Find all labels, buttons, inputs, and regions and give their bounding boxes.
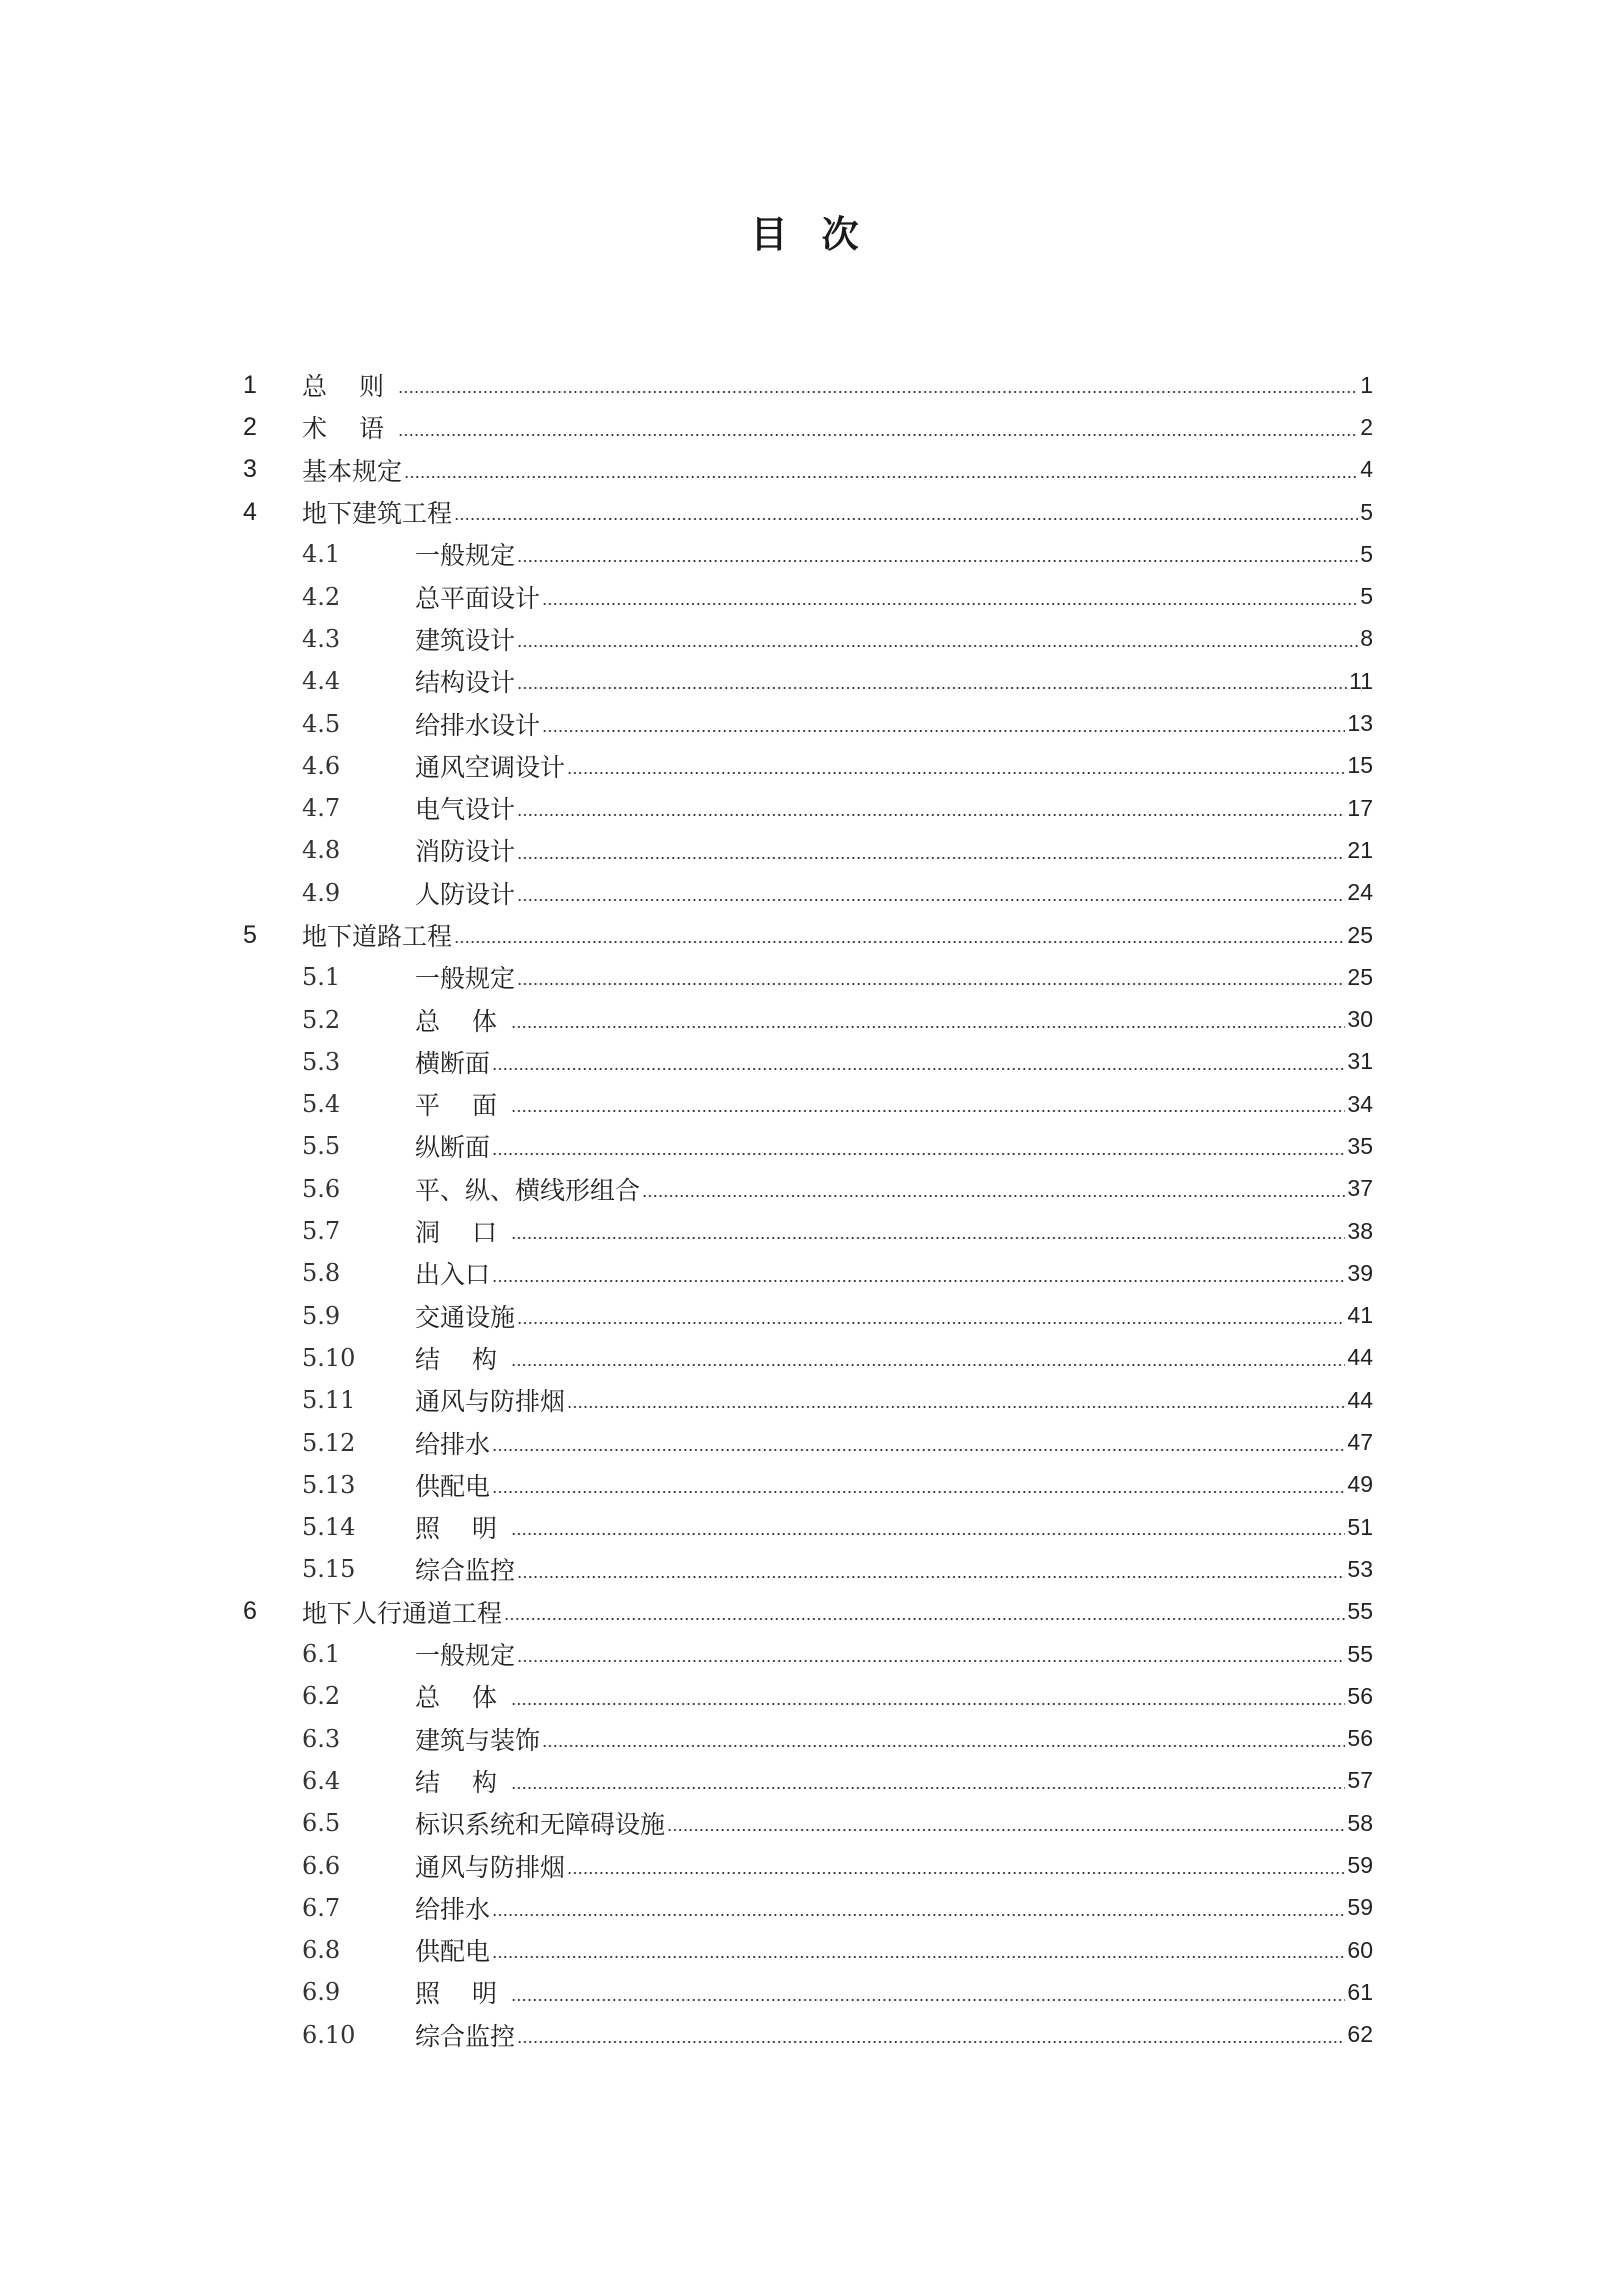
toc-entry-number: 5.13: [302, 1470, 356, 1499]
toc-entry[interactable]: [243, 1252, 1373, 1294]
toc-entry[interactable]: [243, 1633, 1373, 1675]
dot-leader: [492, 1057, 1345, 1071]
dot-leader: [567, 761, 1345, 775]
toc-entry-number: 3: [243, 455, 257, 484]
toc-entry-page: 4: [1360, 456, 1373, 483]
toc-entry[interactable]: [243, 1168, 1373, 1210]
toc-entry-label: 横断面: [415, 1048, 491, 1078]
dot-leader: [517, 2030, 1345, 2044]
toc-entry-label: 总 体: [415, 1683, 509, 1713]
dot-leader: [517, 1649, 1345, 1663]
toc-entry[interactable]: [243, 1760, 1373, 1802]
toc-entry-label: 纵断面: [415, 1133, 491, 1163]
toc-entry[interactable]: [243, 1083, 1373, 1125]
toc-entry-label: 基本规定: [302, 456, 403, 486]
page-title: [0, 205, 1609, 265]
toc-entry-label: 给排水: [415, 1894, 491, 1924]
toc-entry[interactable]: [243, 1887, 1373, 1929]
toc-entry-number: 6.1: [302, 1640, 341, 1669]
toc-entry-number: 6.2: [302, 1682, 341, 1711]
toc-entry-page: 31: [1347, 1048, 1373, 1075]
toc-entry-page: 61: [1347, 1978, 1373, 2005]
toc-entry-page: 34: [1347, 1090, 1373, 1117]
toc-entry-label: 供配电: [415, 1937, 491, 1967]
toc-entry[interactable]: [243, 1041, 1373, 1083]
toc-entry-number: 6.10: [302, 2020, 356, 2049]
toc-entry-number: 5.10: [302, 1343, 356, 1372]
toc-entry-page: 53: [1347, 1555, 1373, 1582]
toc-entry-page: 17: [1347, 794, 1373, 821]
toc-entry-number: 5.8: [302, 1259, 341, 1288]
toc-entry-label: 照 明: [415, 1514, 509, 1544]
toc-entry-label: 通风与防排烟: [415, 1852, 566, 1882]
toc-entry-label: 一般规定: [415, 541, 516, 571]
toc-entry-label: 一般规定: [415, 964, 516, 994]
toc-entry-number: 4.1: [302, 540, 341, 569]
toc-entry-label: 交通设施: [415, 1302, 516, 1332]
toc-entry-number: 5.14: [302, 1513, 356, 1542]
toc-entry[interactable]: [243, 660, 1373, 702]
table-of-contents: [243, 364, 1373, 2056]
toc-entry-page: 47: [1347, 1429, 1373, 1456]
toc-entry[interactable]: [243, 449, 1373, 491]
toc-entry-page: 62: [1347, 2021, 1373, 2048]
toc-entry-label: 总平面设计: [415, 583, 541, 613]
toc-entry[interactable]: [243, 872, 1373, 914]
title-char-2: 次: [821, 213, 859, 256]
toc-entry-label: 建筑设计: [415, 625, 516, 655]
toc-entry-page: 1: [1360, 371, 1373, 398]
dot-leader: [492, 1945, 1345, 1959]
dot-leader: [511, 1776, 1345, 1790]
toc-entry-page: 24: [1347, 879, 1373, 906]
toc-entry-number: 6: [243, 1597, 257, 1626]
dot-leader: [517, 846, 1345, 860]
toc-entry-page: 5: [1360, 583, 1373, 610]
toc-entry-page: 13: [1347, 710, 1373, 737]
toc-entry-number: 5.6: [302, 1174, 341, 1203]
toc-entry-label: 结 构: [415, 1767, 509, 1797]
toc-entry[interactable]: [243, 1929, 1373, 1971]
toc-entry-label: 地下道路工程: [302, 922, 453, 951]
dot-leader: [492, 1438, 1345, 1452]
toc-entry-label: 平 面: [415, 1091, 509, 1121]
toc-entry-number: 1: [243, 370, 257, 399]
toc-entry-page: 59: [1347, 1894, 1373, 1921]
dot-leader: [567, 1861, 1345, 1875]
toc-entry[interactable]: [243, 1548, 1373, 1590]
toc-entry-label: 一般规定: [415, 1641, 516, 1671]
toc-entry[interactable]: [243, 914, 1373, 956]
toc-entry-page: 49: [1347, 1471, 1373, 1498]
toc-entry-label: 标识系统和无障碍设施: [415, 1810, 666, 1840]
toc-entry-label: 洞 口: [415, 1218, 509, 1248]
toc-entry-number: 2: [243, 412, 257, 441]
toc-entry-label: 综合监控: [415, 2021, 516, 2051]
toc-entry-page: 8: [1360, 625, 1373, 652]
toc-entry-number: 4.8: [302, 836, 341, 865]
dot-leader: [398, 380, 1358, 394]
toc-entry[interactable]: [243, 618, 1373, 660]
toc-entry[interactable]: [243, 1506, 1373, 1548]
toc-entry-number: 4.9: [302, 878, 341, 907]
dot-leader: [542, 1734, 1345, 1748]
toc-entry-label: 人防设计: [415, 879, 516, 909]
toc-entry-number: 4.3: [302, 624, 341, 653]
toc-entry-label: 平、纵、横线形组合: [415, 1175, 641, 1205]
dot-leader: [454, 507, 1358, 521]
toc-entry-number: 4.5: [302, 709, 341, 738]
toc-entry-page: 58: [1347, 1809, 1373, 1836]
toc-entry[interactable]: [243, 1125, 1373, 1167]
toc-entry-number: 4.2: [302, 582, 341, 611]
toc-entry-label: 消防设计: [415, 837, 516, 867]
toc-entry-page: 35: [1347, 1132, 1373, 1159]
toc-entry-number: 6.7: [302, 1893, 341, 1922]
dot-leader: [517, 634, 1358, 648]
dot-leader: [511, 1692, 1345, 1706]
toc-entry-number: 5.3: [302, 1047, 341, 1076]
toc-entry-page: 41: [1347, 1302, 1373, 1329]
toc-entry-label: 地下人行通道工程: [302, 1598, 503, 1628]
toc-entry-number: 5.15: [302, 1555, 356, 1584]
toc-entry[interactable]: [243, 533, 1373, 575]
toc-entry-page: 39: [1347, 1259, 1373, 1286]
toc-entry-page: 55: [1347, 1598, 1373, 1625]
toc-entry-label: 结构设计: [415, 668, 516, 698]
toc-entry-label: 供配电: [415, 1471, 491, 1501]
toc-entry[interactable]: [243, 1718, 1373, 1760]
dot-leader: [511, 1988, 1345, 2002]
dot-leader: [517, 1311, 1345, 1325]
toc-entry-number: 5.1: [302, 963, 341, 992]
dot-leader: [517, 549, 1358, 563]
toc-entry-page: 11: [1349, 667, 1373, 694]
toc-entry[interactable]: [243, 1464, 1373, 1506]
dot-leader: [492, 1903, 1345, 1917]
dot-leader: [567, 1395, 1345, 1409]
dot-leader: [398, 423, 1358, 437]
toc-entry[interactable]: [243, 1379, 1373, 1421]
toc-entry-page: 51: [1347, 1513, 1373, 1540]
toc-entry-number: 6.5: [302, 1809, 341, 1838]
title-char-1: 目: [750, 213, 788, 256]
toc-entry-label: 总 则: [302, 372, 396, 402]
toc-entry-number: 6.6: [302, 1851, 341, 1880]
toc-entry-label: 术 语: [302, 414, 396, 444]
toc-entry-page: 60: [1347, 1936, 1373, 1963]
dot-leader: [511, 1226, 1345, 1240]
toc-entry[interactable]: [243, 406, 1373, 448]
dot-leader: [517, 676, 1347, 690]
toc-entry-page: 25: [1347, 963, 1373, 990]
toc-entry[interactable]: [243, 1802, 1373, 1844]
toc-entry-page: 55: [1347, 1640, 1373, 1667]
toc-entry-number: 5.5: [302, 1132, 341, 1161]
toc-entry[interactable]: [243, 1591, 1373, 1633]
toc-entry-page: 57: [1347, 1767, 1373, 1794]
dot-leader: [517, 803, 1345, 817]
toc-entry-label: 给排水: [415, 1429, 491, 1459]
dot-leader: [492, 1269, 1345, 1283]
toc-entry-label: 通风与防排烟: [415, 1387, 566, 1417]
toc-entry-number: 4.7: [302, 794, 341, 823]
toc-entry[interactable]: [243, 1421, 1373, 1463]
toc-entry[interactable]: [243, 745, 1373, 787]
toc-entry-label: 照 明: [415, 1979, 509, 2009]
dot-leader: [511, 1522, 1345, 1536]
toc-entry-number: 4.4: [302, 667, 341, 696]
toc-entry-number: 6.9: [302, 1978, 341, 2007]
toc-entry-number: 5.12: [302, 1428, 356, 1457]
dot-leader: [404, 465, 1358, 479]
dot-leader: [517, 972, 1345, 986]
dot-leader: [504, 1607, 1345, 1621]
toc-entry-number: 5.2: [302, 1005, 341, 1034]
dot-leader: [492, 1142, 1345, 1156]
toc-entry[interactable]: [243, 491, 1373, 533]
toc-entry[interactable]: [243, 787, 1373, 829]
dot-leader: [517, 1565, 1345, 1579]
dot-leader: [454, 930, 1345, 944]
toc-entry[interactable]: [243, 1971, 1373, 2013]
toc-entry-number: 4.6: [302, 751, 341, 780]
toc-entry-page: 38: [1347, 1217, 1373, 1244]
toc-entry-number: 6.4: [302, 1766, 341, 1795]
dot-leader: [511, 1015, 1345, 1029]
toc-entry-number: 5.11: [302, 1386, 356, 1415]
toc-entry-page: 37: [1347, 1175, 1373, 1202]
dot-leader: [667, 1818, 1345, 1832]
toc-entry-label: 出入口: [415, 1260, 491, 1290]
toc-entry-label: 总 体: [415, 1006, 509, 1036]
toc-entry[interactable]: [243, 702, 1373, 744]
toc-entry-page: 56: [1347, 1682, 1373, 1709]
toc-entry[interactable]: [243, 1675, 1373, 1717]
toc-entry[interactable]: [243, 2014, 1373, 2056]
toc-entry-page: 30: [1347, 1006, 1373, 1033]
toc-entry-label: 综合监控: [415, 1556, 516, 1586]
toc-entry-page: 59: [1347, 1852, 1373, 1879]
dot-leader: [511, 1099, 1345, 1113]
toc-entry-page: 44: [1347, 1344, 1373, 1371]
toc-entry[interactable]: [243, 998, 1373, 1040]
dot-leader: [642, 1184, 1345, 1198]
toc-entry-page: 56: [1347, 1725, 1373, 1752]
toc-entry[interactable]: [243, 1210, 1373, 1252]
toc-entry-label: 通风空调设计: [415, 752, 566, 782]
toc-entry[interactable]: [243, 1337, 1373, 1379]
toc-entry-number: 4: [243, 497, 257, 526]
toc-entry-page: 2: [1360, 413, 1373, 440]
toc-entry[interactable]: [243, 1844, 1373, 1886]
toc-entry[interactable]: [243, 575, 1373, 617]
dot-leader: [492, 1480, 1345, 1494]
toc-entry-label: 电气设计: [415, 795, 516, 825]
toc-entry-page: 15: [1347, 752, 1373, 779]
toc-entry[interactable]: [243, 364, 1373, 406]
dot-leader: [517, 888, 1345, 902]
dot-leader: [511, 1353, 1345, 1367]
toc-entry-label: 地下建筑工程: [302, 499, 453, 529]
toc-entry[interactable]: [243, 829, 1373, 871]
dot-leader: [542, 719, 1345, 733]
toc-entry-page: 44: [1347, 1386, 1373, 1413]
toc-entry-page: 5: [1360, 498, 1373, 525]
toc-entry[interactable]: [243, 956, 1373, 998]
toc-entry-number: 5.7: [302, 1217, 341, 1246]
toc-entry-page: 5: [1360, 540, 1373, 567]
toc-entry-number: 5.4: [302, 1090, 341, 1119]
toc-entry-label: 建筑与装饰: [415, 1725, 541, 1755]
toc-entry-number: 6.3: [302, 1724, 341, 1753]
toc-entry-label: 给排水设计: [415, 710, 541, 740]
toc-entry-page: 25: [1347, 921, 1373, 948]
toc-entry-label: 结 构: [415, 1344, 509, 1374]
toc-entry-number: 5: [243, 920, 257, 949]
dot-leader: [542, 592, 1358, 606]
toc-entry-number: 5.9: [302, 1301, 341, 1330]
toc-entry-number: 6.8: [302, 1936, 341, 1965]
toc-entry-page: 21: [1347, 836, 1373, 863]
toc-entry[interactable]: [243, 1295, 1373, 1337]
